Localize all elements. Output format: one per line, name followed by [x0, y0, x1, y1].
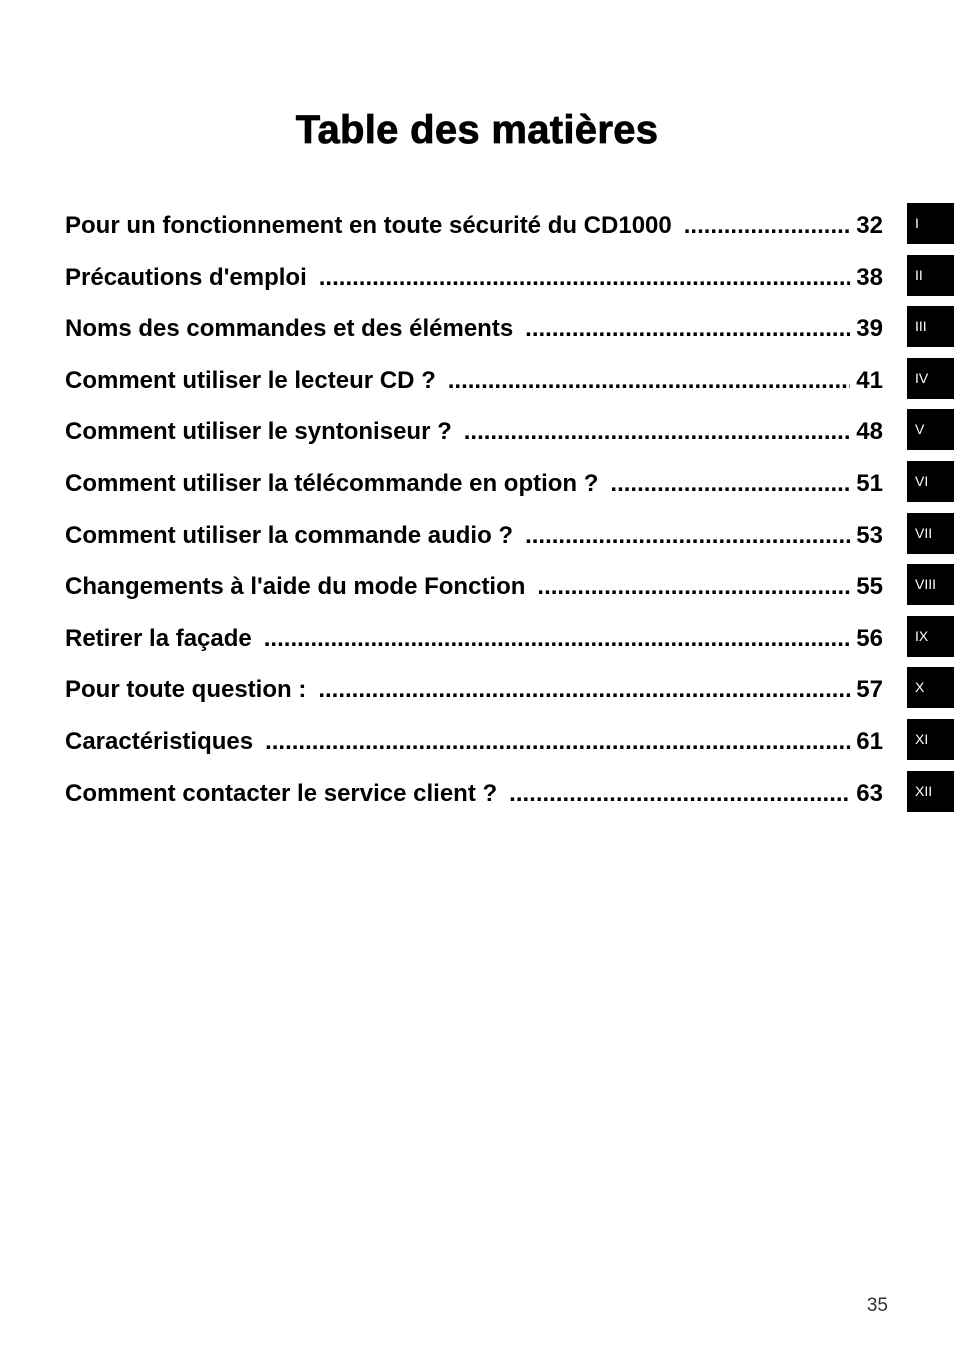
- toc-entry-page: 57: [856, 676, 883, 704]
- page-number: 35: [866, 1295, 888, 1316]
- dot-leader: [448, 355, 851, 407]
- toc-entry-function-mode[interactable]: [65, 561, 883, 613]
- toc-entry-page: 63: [856, 779, 883, 807]
- toc-entry-page: 38: [856, 263, 883, 291]
- toc-entry-cd-player[interactable]: [65, 355, 883, 407]
- section-tab-3[interactable]: III: [907, 306, 954, 347]
- toc-entry-title: Pour toute question :: [65, 676, 307, 704]
- dot-leader: [464, 406, 851, 458]
- toc-entry-title: Noms des commandes et des éléments: [65, 315, 514, 343]
- toc-entry-controls[interactable]: [65, 303, 883, 355]
- section-tab-9[interactable]: IX: [907, 616, 954, 657]
- toc-entry-page: 32: [856, 212, 883, 239]
- section-tab-4[interactable]: IV: [907, 358, 954, 399]
- dot-leader: [319, 252, 851, 304]
- toc-entry-page: 53: [856, 521, 883, 549]
- toc-entry-title: Comment utiliser la commande audio ?: [65, 521, 514, 549]
- toc-entry-title: Comment contacter le service client ?: [65, 779, 498, 807]
- toc-entry-audio[interactable]: [65, 510, 883, 562]
- toc-entry-page: 56: [856, 624, 883, 652]
- toc-entry-tuner[interactable]: [65, 406, 883, 458]
- section-tabs: [907, 203, 954, 822]
- section-tab-8[interactable]: VIII: [907, 564, 954, 605]
- toc-entry-questions[interactable]: [65, 664, 883, 716]
- dot-leader: [610, 458, 850, 510]
- section-tab-2[interactable]: II: [907, 255, 954, 296]
- toc-entry-faceplate[interactable]: [65, 613, 883, 665]
- toc-entry-title: Comment utiliser la télécommande en option ?: [65, 469, 599, 497]
- section-tab-11[interactable]: XI: [907, 719, 954, 760]
- toc-entry-safety[interactable]: [65, 200, 883, 252]
- section-tab-7[interactable]: VII: [907, 513, 954, 554]
- toc-entry-title: Précautions d'emploi: [65, 263, 307, 291]
- toc-entry-precautions[interactable]: [65, 252, 883, 304]
- toc-entry-page: 61: [856, 727, 883, 755]
- dot-leader: [265, 716, 850, 768]
- dot-leader: [537, 561, 850, 613]
- section-tab-12[interactable]: XII: [907, 771, 954, 812]
- toc-entry-page: 39: [856, 315, 883, 343]
- toc-entry-title: Comment utiliser le lecteur CD ?: [65, 366, 436, 394]
- toc-entry-page: 51: [856, 469, 883, 497]
- dot-leader: [318, 664, 850, 716]
- dot-leader: [264, 613, 851, 665]
- toc-entry-title: Changements à l'aide du mode Fonction: [65, 573, 526, 601]
- toc-entry-remote[interactable]: [65, 458, 883, 510]
- section-tab-1[interactable]: I: [907, 203, 954, 244]
- toc-entry-title: Comment utiliser le syntoniseur ?: [65, 418, 452, 446]
- dot-leader: [509, 768, 850, 820]
- dot-leader: [684, 200, 851, 252]
- dot-leader: [525, 303, 850, 355]
- toc-entry-title: Pour un fonctionnement en toute sécurité du CD1000: [65, 212, 672, 239]
- toc-entry-customer-service[interactable]: [65, 768, 883, 820]
- section-tab-5[interactable]: V: [907, 409, 954, 450]
- toc-entry-page: 55: [856, 573, 883, 601]
- section-tab-6[interactable]: VI: [907, 461, 954, 502]
- page-title: Table des matières: [295, 107, 659, 152]
- toc-entry-page: 48: [856, 418, 883, 446]
- table-of-contents: [65, 200, 883, 819]
- section-tab-10[interactable]: X: [907, 667, 954, 708]
- toc-entry-specifications[interactable]: [65, 716, 883, 768]
- toc-entry-title: Retirer la façade: [65, 624, 252, 652]
- toc-entry-title: Caractéristiques: [65, 727, 254, 755]
- dot-leader: [525, 510, 850, 562]
- toc-entry-page: 41: [856, 366, 883, 394]
